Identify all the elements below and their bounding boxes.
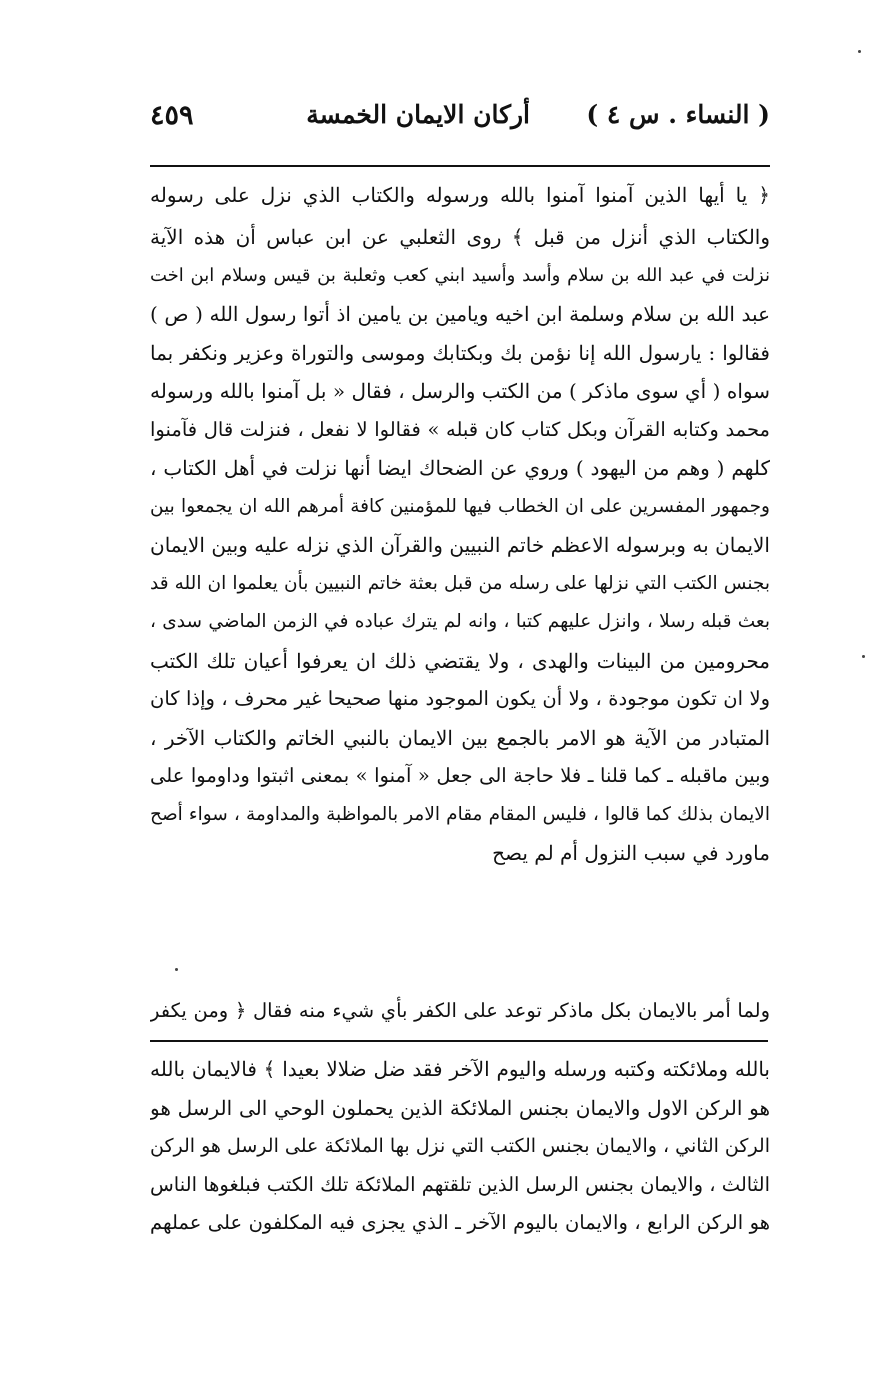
body-line: ولا ان تكون موجودة ، ولا أن يكون الموجود منها صحيحا غير محرف ، وإذا كان bbox=[150, 687, 770, 710]
body-line: الايمان به وبرسوله الاعظم خاتم النبيين والقرآن الذي نزله عليه وبين الايمان bbox=[150, 533, 770, 557]
body-line: الثالث ، والايمان بجنس الرسل الذين تلقتهم الملائكة تلك الكتب فبلغوها الناس bbox=[150, 1172, 770, 1196]
body-line: ماورد في سبب النزول أم لم يصح bbox=[492, 841, 770, 865]
body-line: نزلت في عبد الله بن سلام وأسد وأسيد ابني كعب وثعلبة بن قيس وسلام ابن اخت bbox=[150, 264, 770, 286]
page-header bbox=[150, 100, 770, 144]
scan-speck bbox=[858, 50, 861, 53]
body-line: محرومين من البينات والهدى ، ولا يقتضي ذلك ان يعرفوا أعيان تلك الكتب bbox=[150, 648, 770, 673]
body-line: المتبادر من الآية هو الامر بالجمع بين الايمان بالنبي الخاتم والكتاب الآخر ، bbox=[150, 725, 770, 750]
body-line: فقالوا : يارسول الله إنا نؤمن بك وبكتابك وموسى والتوراة وعزير ونكفر بما bbox=[150, 340, 770, 365]
commentary-continuation bbox=[150, 1050, 770, 1243]
body-line: بالله وملائكته وكتبه ورسله واليوم الآخر فقد ضل ضلالا بعيدا ﴾ فالايمان بالله bbox=[150, 1057, 770, 1081]
body-line: وبين ماقبله ـ كما قلنا ـ فلا حاجة الى جعل « آمنوا » بمعنى اثبتوا وداوموا على bbox=[150, 764, 770, 787]
verse-bottom bbox=[150, 992, 770, 1031]
scan-speck bbox=[862, 655, 865, 658]
page-number: ٤٥٩ bbox=[150, 100, 194, 131]
body-line: عبد الله بن سلام وسلمة ابن اخيه ويامين بن يامين اذ أتوا رسول الله ( ص ) bbox=[150, 302, 770, 326]
body-line: بجنس الكتب التي نزلها على رسله من قبل بعثة خاتم النبيين بأن يعلموا ان الله قد bbox=[150, 572, 770, 594]
surah-reference: ( النساء . س ٤ ) bbox=[586, 100, 770, 129]
body-line: كلهم ( وهم من اليهود ) وروي عن الضحاك ايضا أنها نزلت في أهل الكتاب ، bbox=[150, 456, 770, 480]
body-line: سواه ( أي سوى ماذكر ) من الكتب والرسل ، فقال « بل آمنوا بالله ورسوله bbox=[150, 379, 770, 403]
verse-divider bbox=[150, 1040, 768, 1042]
body-line: محمد وكتابه القرآن وبكل كتاب كان قبله » فقالوا لا نفعل ، فنزلت قال فآمنوا bbox=[150, 417, 770, 441]
header-divider bbox=[150, 165, 770, 167]
verse-top bbox=[150, 176, 770, 215]
commentary-body bbox=[150, 218, 770, 873]
body-line: الايمان بذلك كما قالوا ، فليس المقام مقام الامر بالمواظبة والمداومة ، سواء أصح bbox=[150, 803, 770, 825]
body-line: هو الركن الاول والايمان بجنس الملائكة الذين يحملون الوحي الى الرسل هو bbox=[150, 1095, 770, 1120]
body-line: هو الركن الرابع ، والايمان باليوم الآخر ـ الذي يجزى فيه المكلفون على عملهم bbox=[150, 1211, 770, 1234]
verse-line: ولما أمر بالايمان بكل ماذكر توعد على الكفر بأي شيء منه فقال ﴿ ومن يكفر bbox=[150, 999, 770, 1022]
body-line: الركن الثاني ، والايمان بجنس الكتب التي نزل بها الملائكة على الرسل هو الركن bbox=[150, 1135, 770, 1157]
body-line: بعث قبله رسلا ، وانزل عليهم كتبا ، وانه لم يترك عباده في الزمن الماضي سدى ، bbox=[150, 611, 770, 632]
verse-line: ﴿ يا أيها الذين آمنوا آمنوا بالله ورسوله والكتاب الذي نزل على رسوله bbox=[150, 183, 770, 207]
body-line: وجمهور المفسرين على ان الخطاب فيها للمؤمنين كافة أمرهم الله ان يجمعوا بين bbox=[150, 495, 770, 517]
scan-speck bbox=[175, 968, 178, 971]
body-line: والكتاب الذي أنزل من قبل ﴾ روى الثعلبي عن ابن عباس أن هذه الآية bbox=[150, 225, 770, 249]
section-title: أركان الايمان الخمسة bbox=[306, 100, 530, 129]
